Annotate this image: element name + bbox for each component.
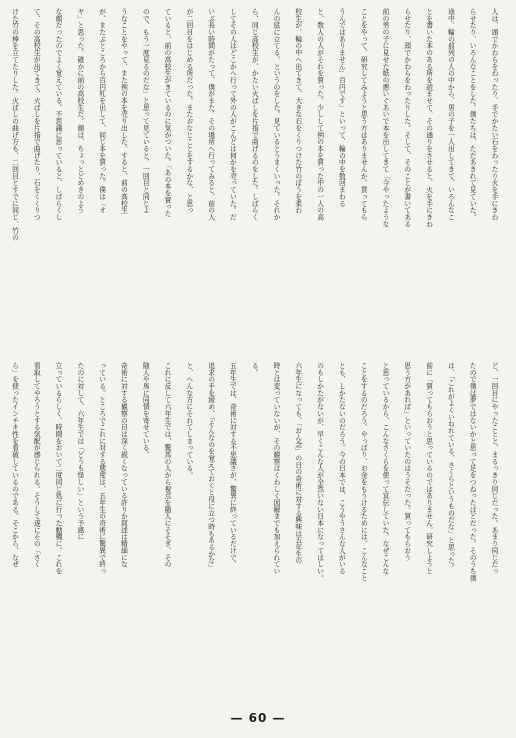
text-line: ら」を使ったインチキ性を看破しているのである。そこから、なぜ xyxy=(10,362,19,568)
text-line: 追求の手を緩め、「そんなのを覚えておくと役に立つ時もあるかな」 xyxy=(206,362,215,571)
lower-text-block xyxy=(10,362,504,702)
text-line: ことをするのだろう。やっぱり、お金をもうけるためには、こんなこと xyxy=(359,362,368,582)
text-line: っている。ところでこれに対する態度は、五年生の奇術に驚異で終っ xyxy=(97,362,106,575)
text-line: 前に「買ってもらおうと思っているのではありません。研究しようと xyxy=(424,362,433,575)
upper-text-block xyxy=(10,8,504,352)
text-line: たので僕は夢ではないかと思って足をつねったほどだった。そのうち僕 xyxy=(468,362,477,582)
text-line: は、「これがよくいわれている、さくらというものだな」と思った。 xyxy=(446,362,455,571)
text-line: のもしかたがないが、早くこんな人が全然いない日本になってほしい。 xyxy=(315,362,324,582)
text-line: と、数人の人がそれを買った。少しして例の本を買った中の一人の高 xyxy=(315,8,324,221)
text-line: 看取してやろうとする気配が感じられる。そうして遂にその「さく xyxy=(32,362,41,568)
text-line: が、またぶところから百円札を出して、同じ本を買った。僕は「オ xyxy=(97,8,106,214)
text-line: 随人や馬に同情を寄せている。 xyxy=(141,362,150,458)
text-line: ので、もう一度見るのだな」と思って見ていると、一回目と同じよ xyxy=(141,8,150,214)
text-line: らせたり、いろんなことをした。僕たちは、ただあきれて見ていた。 xyxy=(468,8,477,221)
text-line: る。 xyxy=(250,362,259,376)
text-line: 途中、輪の前列の人の中から、男の子を一人出してきて、いろんなこ xyxy=(446,8,455,221)
text-line: 時とは変っていないが、その観察はくわしく図解までも加えられてい xyxy=(272,362,281,575)
text-line: とを書いた本のある所を読ませて、その通りをさせると、火を手にきわ xyxy=(424,8,433,228)
text-line: 六年生になっても、「おん念」の日の奇術に対する興味は五年生の xyxy=(293,362,302,565)
page-number: — 60 — xyxy=(230,711,286,725)
text-line: してその人はどこかへ行って外の人がこんどは何かを売っていた。だ xyxy=(228,8,237,221)
text-line: うんではありません」百円です」といって、輪の中を数回まわる xyxy=(337,8,346,207)
text-line: 思う方があれば」といっていたのはうそだった。買ってもらおう xyxy=(402,362,411,561)
text-line: て、その高校生が出てきて、火ばしを片指で曲げたり、石をくくりつ xyxy=(32,8,41,221)
text-line xyxy=(0,362,3,702)
text-line: たのに対して、六年生では「どうも怪しい」という予感に xyxy=(75,362,84,541)
text-line: いぶ長い時間がたって、僕がまた、その場所へ行ってみると、前の人 xyxy=(206,8,215,221)
text-line: と、へんな方にそれてしまっている。 xyxy=(184,362,193,479)
text-line: が二回目をはじめる所だった。またおなじことをするかな、と思っ xyxy=(184,8,193,214)
text-line: んの底に立てる。というのをした。見ているとうまくいった。それか xyxy=(272,8,281,221)
text-line: ことをやって、研究してみようと思う方はありませんか。買ってもら xyxy=(359,8,368,221)
text-line xyxy=(0,8,3,352)
text-line: 校生が、輪の中へ出てきて、大きな石をくりつけた竹のぼうを柔わ xyxy=(293,8,302,214)
text-line: ら、同じ高校生が、かたい火ばしを片指で曲げるのをした。しばらく xyxy=(250,8,259,221)
text-line: 五年生では、奇術に対する不思議さが、驚異に終っているだけで、 xyxy=(228,362,237,568)
text-line: 人は、頭でかわらをわったり、手でかたい石をわったり火を手にきわ xyxy=(490,8,498,221)
text-line: 奇術に対する観察の目は深く鋭くなっている許りか叙述は精細にな xyxy=(119,362,128,568)
text-line: 立っているらしく、時間をおいて二度同じ処に行った動機に、これを xyxy=(54,362,63,575)
text-line: と思っているから、こんなさくらを使って宣伝していた。なぜこんな xyxy=(381,362,390,575)
text-line: ど、一回目にやったことと、まるっきり同じだった。あまり同じだっ xyxy=(490,362,498,575)
text-line: とも、しかたないのだろう。今の日本では、こうやうさんな人がいる xyxy=(337,362,346,575)
text-line: これに反して六年生では、驚馬の人から視点を随人にそそぎ、その xyxy=(163,362,172,568)
text-line: けた竹の棒を立てたりした。火ばしの曲げ方も、二回目とすでに同じ、竹の xyxy=(10,8,19,241)
text-line: うなことをやって、また例の本を売り出した。すると、前の高校生 xyxy=(119,8,128,214)
text-line: ていると、前の高校生がきているのに気がついた。「あの本を買った xyxy=(163,8,172,217)
text-line: な顔だったのでよく覚えている。不思議に思っていると、しばらくし xyxy=(54,8,63,221)
text-line: ヤ」と思った。確かに前の高校生だ。顔は、ちょっとどめきのよう xyxy=(75,8,84,214)
text-line: らせたり、頭でかわらをわったりした。そして、そのことが書いてある xyxy=(402,8,411,228)
text-line: 前の男の子に見せた紙の悪いぐあいで本を出してきて「今やったような xyxy=(381,8,390,228)
